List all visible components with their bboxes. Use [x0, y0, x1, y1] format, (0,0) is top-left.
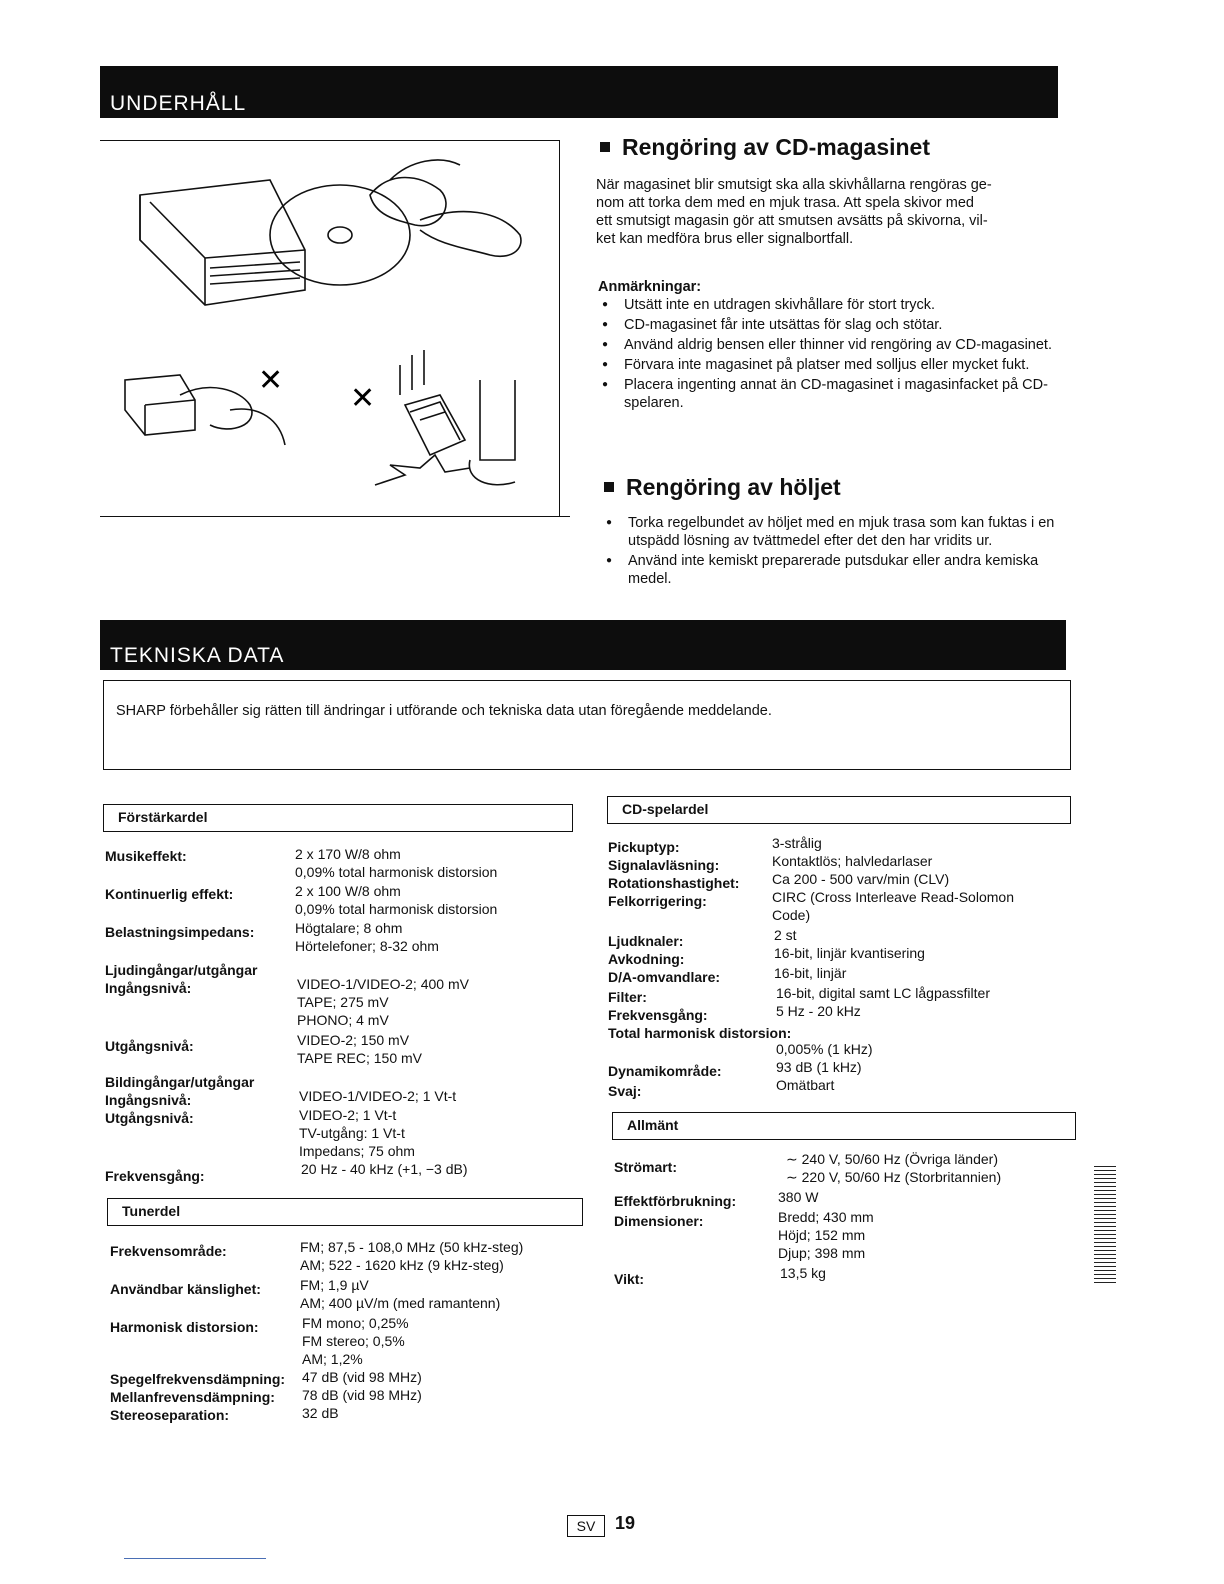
heading-bullet-icon [604, 482, 614, 492]
cd-magazine-cleaning-illustration [120, 150, 550, 500]
spec-label: Harmonisk distorsion: [110, 1319, 259, 1335]
spec-label: Ingångsnivå: [105, 1092, 192, 1108]
spec-value: Höjd; 152 mm [778, 1227, 866, 1243]
list-item: ● Utsätt inte en utdragen skivhållare för stort tryck. [598, 296, 1068, 314]
spec-label: Ljudingångar/utgångar [105, 962, 258, 978]
spec-value: 16-bit, linjär kvantisering [774, 945, 925, 961]
footer-language-badge: SV [567, 1515, 605, 1537]
spec-label: Dimensioner: [614, 1213, 704, 1229]
notice-box [103, 680, 1071, 770]
spec-value: TAPE REC; 150 mV [297, 1050, 423, 1066]
notice-text: SHARP förbehåller sig rätten till ändringar i utförande och tekniska data utan föregående meddelande. [116, 703, 772, 719]
spec-value: Djup; 398 mm [778, 1245, 866, 1261]
illustration-right-rule [559, 140, 560, 516]
spec-value: FM mono; 0,25% [302, 1315, 409, 1331]
cd-player-specs [608, 834, 1078, 1104]
spec-value: TV-utgång: 1 Vt-t [299, 1125, 405, 1141]
spec-value: AM; 400 µV/m (med ramantenn) [300, 1295, 501, 1311]
spec-value: VIDEO-2; 1 Vt-t [299, 1107, 397, 1123]
spec-label: D/A-omvandlare: [608, 969, 721, 985]
spec-label: Svaj: [608, 1083, 642, 1099]
tech-data-section-title: TEKNISKA DATA [110, 644, 285, 667]
spec-value: FM; 87,5 - 108,0 MHz (50 kHz-steg) [300, 1239, 524, 1255]
spec-value: Bredd; 430 mm [778, 1209, 874, 1225]
spec-value: TAPE; 275 mV [297, 994, 389, 1010]
do-not-mark-2: ✕ [350, 382, 376, 415]
list-item: ● Använd inte kemiskt preparerade putsdukar eller andra kemiska medel. [602, 552, 1068, 588]
spec-value: 20 Hz - 40 kHz (+1, −3 dB) [301, 1161, 468, 1177]
spec-label: Musikeffekt: [105, 848, 187, 864]
spec-label: Ingångsnivå: [105, 980, 192, 996]
spec-value: PHONO; 4 mV [297, 1012, 389, 1028]
general-section-header: Allmänt [612, 1112, 1076, 1140]
spec-label: Rotationshastighet: [608, 875, 740, 891]
spec-label: Ljudknaler: [608, 933, 684, 949]
illustration-top-rule [100, 140, 560, 141]
tech-data-section-bar [100, 620, 1066, 670]
list-item: ● Förvara inte magasinet på platser med solljus eller mycket fukt. [598, 356, 1068, 374]
footer-page-number: 19 [615, 1513, 636, 1533]
spec-value: Code) [772, 907, 811, 923]
amplifier-section-header: Förstärkardel [103, 804, 573, 832]
amplifier-specs [105, 845, 575, 1185]
cd-player-section-header: CD-spelardel [607, 796, 1071, 824]
footer-rule [124, 1558, 266, 1559]
spec-label: Strömart: [614, 1159, 678, 1175]
maintenance-section-title: UNDERHÅLL [110, 92, 247, 115]
spec-value: AM; 1,2% [302, 1351, 363, 1367]
cd-magazine-cleaning-text: När magasinet blir smutsigt ska alla skivhållarna rengöras ge- nom att torka dem med en mjuk trasa. Att spela skivor med ett smutsigt magasin gör att smutsen avsätts på skivorna, vil- ket kan medföra brus eller signalbortfall. [596, 177, 992, 247]
spec-value: 0,09% total harmonisk distorsion [295, 901, 498, 917]
list-item: ● Torka regelbundet av höljet med en mjuk trasa som kan fuktas i en utspädd lösning av tvättmedel efter det den har vridits ur. [602, 514, 1068, 550]
spec-label: Dynamikområde: [608, 1063, 722, 1079]
list-item: ● CD-magasinet får inte utsättas för slag och stötar. [598, 316, 1068, 334]
spec-value: 16-bit, linjär [774, 965, 847, 981]
spec-label: Frekvensgång: [105, 1168, 205, 1184]
spec-label: Total harmonisk distorsion: [608, 1025, 792, 1041]
spec-value: 13,5 kg [780, 1265, 826, 1281]
spec-label: Kontinuerlig effekt: [105, 886, 234, 902]
notes-label: Anmärkningar: [598, 279, 702, 295]
tuner-section-header: Tunerdel [107, 1198, 583, 1226]
spec-label: Användbar känslighet: [110, 1281, 261, 1297]
spec-value: 47 dB (vid 98 MHz) [302, 1369, 422, 1385]
spec-value: 2 x 100 W/8 ohm [295, 883, 401, 899]
case-cleaning-heading: Rengöring av höljet [604, 474, 841, 501]
spec-value: VIDEO-1/VIDEO-2; 400 mV [297, 976, 469, 992]
spec-label: Bildingångar/utgångar [105, 1074, 255, 1090]
spec-value: Högtalare; 8 ohm [295, 920, 403, 936]
notes-list [598, 296, 1068, 414]
spec-value: 16-bit, digital samt LC lågpassfilter [776, 985, 990, 1001]
do-not-mark-1: ✕ [258, 364, 284, 397]
spec-label: Pickuptyp: [608, 839, 680, 855]
spec-label: Frekvensområde: [110, 1243, 227, 1259]
spec-label: Utgångsnivå: [105, 1038, 194, 1054]
spec-value: AM; 522 - 1620 kHz (9 kHz-steg) [300, 1257, 504, 1273]
spec-label: Signalavläsning: [608, 857, 720, 873]
spec-value: 0,09% total harmonisk distorsion [295, 864, 498, 880]
spec-label: Mellanfrevensdämpning: [110, 1389, 275, 1405]
spec-label: Felkorrigering: [608, 893, 707, 909]
spec-label: Belastningsimpedans: [105, 924, 255, 940]
spec-value: ∼ 220 V, 50/60 Hz (Storbritannien) [786, 1169, 1002, 1185]
spec-value: Impedans; 75 ohm [299, 1143, 415, 1159]
spec-value: 5 Hz - 20 kHz [776, 1003, 861, 1019]
spec-label: Spegelfrekvensdämpning: [110, 1371, 286, 1387]
spec-label: Frekvensgång: [608, 1007, 708, 1023]
spec-value: 93 dB (1 kHz) [776, 1059, 862, 1075]
spec-value: Omätbart [776, 1077, 835, 1093]
spec-value: CIRC (Cross Interleave Read-Solomon [772, 889, 1014, 905]
spec-value: 0,005% (1 kHz) [776, 1041, 873, 1057]
cd-magazine-cleaning-heading: Rengöring av CD-magasinet [600, 134, 930, 161]
illustration-bottom-rule [100, 516, 570, 517]
spec-value: Ca 200 - 500 varv/min (CLV) [772, 871, 950, 887]
spec-value: VIDEO-1/VIDEO-2; 1 Vt-t [299, 1088, 457, 1104]
list-item: ● Använd aldrig bensen eller thinner vid rengöring av CD-magasinet. [598, 336, 1068, 354]
spec-value: FM; 1,9 µV [300, 1277, 369, 1293]
spec-label: Stereoseparation: [110, 1407, 230, 1423]
spec-value: 32 dB [302, 1405, 339, 1421]
spec-value: 3-strålig [772, 835, 822, 851]
list-item: ● Placera ingenting annat än CD-magasinet i magasinfacket på CD-spelaren. [598, 376, 1068, 412]
maintenance-section-bar [100, 66, 1058, 118]
spec-value: 2 st [774, 927, 797, 943]
spec-value: ∼ 240 V, 50/60 Hz (Övriga länder) [786, 1151, 998, 1167]
spec-value: 2 x 170 W/8 ohm [295, 846, 401, 862]
spec-value: FM stereo; 0,5% [302, 1333, 405, 1349]
spec-value: VIDEO-2; 150 mV [297, 1032, 410, 1048]
spec-label: Vikt: [614, 1271, 645, 1287]
general-specs [614, 1150, 1084, 1290]
heading-bullet-icon [600, 142, 610, 152]
spec-label: Effektförbrukning: [614, 1193, 737, 1209]
tuner-specs [110, 1238, 590, 1428]
spec-value: 380 W [778, 1189, 819, 1205]
spec-label: Avkodning: [608, 951, 685, 967]
margin-hatch-mark [1094, 1166, 1116, 1286]
case-cleaning-list [602, 514, 1068, 590]
spec-value: 78 dB (vid 98 MHz) [302, 1387, 422, 1403]
spec-value: Kontaktlös; halvledarlaser [772, 853, 933, 869]
spec-label: Filter: [608, 989, 647, 1005]
spec-label: Utgångsnivå: [105, 1110, 194, 1126]
spec-value: Hörtelefoner; 8-32 ohm [295, 938, 439, 954]
